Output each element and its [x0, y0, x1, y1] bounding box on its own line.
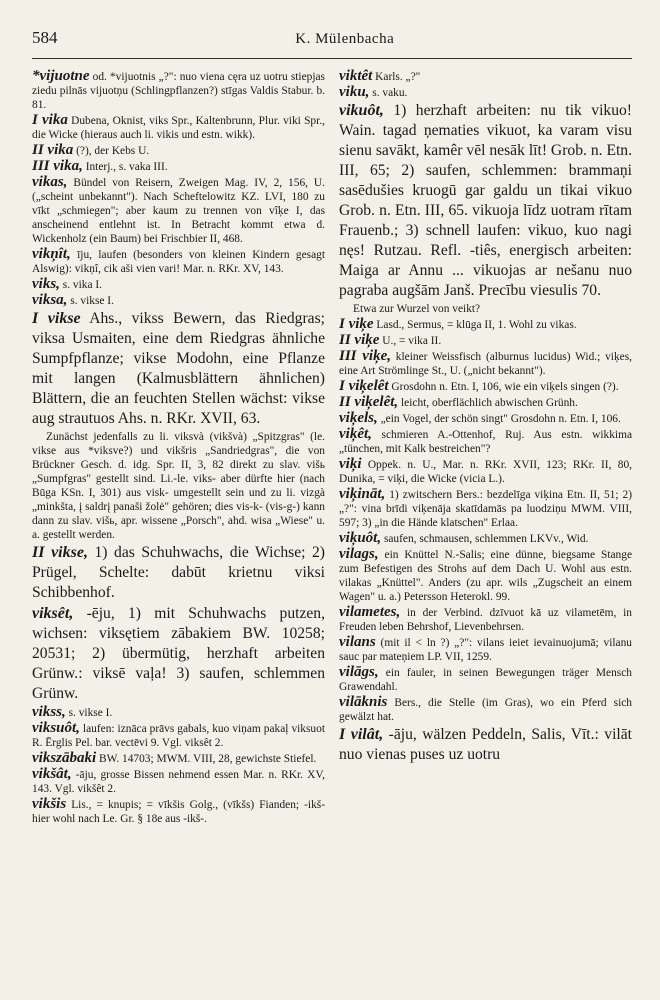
entry-text: Lasd., Sermus, = klūga II, 1. Wohl zu vikas. — [373, 319, 577, 331]
right-column — [339, 69, 632, 995]
entry-text: -ēju, 1) mit Schuhwachs putzen, wichsen: viksętiem zābakiem BW. 10258; 20531; 2) übermütig, herzhaft arbeiten Grünw.: viksē vaļa! 3) saufen, schlemmen Grünw. — [32, 605, 325, 702]
entry-headword: viku, — [339, 84, 370, 100]
dictionary-entry — [32, 705, 325, 720]
entry-text: (mit il < ln ?) „?": vilans ieiet ievainuojumā; vilanu sauc par mateņiem LP. VII, 1259. — [339, 637, 632, 663]
dictionary-entry — [32, 293, 325, 308]
entry-text: Ahs., vikss Bewern, das Riedgras; viksa Usmaiten, eine dem Riedgras ähnliche Sumpfpflanze; vikse Modohn, eine Pflanze mit langen (Kalmusblättern ähnlichen) Blättern, die an feuchten Stellen wächst: vikse aug strautuos Ahs. n. RKr. XVII, 63. — [32, 310, 325, 427]
dictionary-entry — [339, 665, 632, 694]
entry-text: s. vikse I. — [65, 707, 113, 719]
dictionary-entry — [339, 531, 632, 546]
left-column — [32, 69, 325, 995]
entry-headword: III vika, — [32, 158, 83, 174]
dictionary-entry — [32, 175, 325, 246]
dictionary-entry — [339, 317, 632, 332]
entry-headword: vikņît, — [32, 246, 71, 262]
entry-text: laufen: iznāca prāvs gabals, kuo viņam pakaļ viksuot R. Ērglis Pel. bar. vectēvi 9. Vgl. viksêt 2. — [32, 723, 325, 749]
dictionary-entry — [339, 427, 632, 456]
dictionary-entry — [339, 69, 632, 84]
dictionary-entry — [339, 695, 632, 724]
entry-headword: vilans — [339, 634, 376, 650]
entry-text: „ein Vogel, der schön singt" Grosdohn n. Etn. I, 106. — [377, 413, 621, 425]
entry-text: Lis., = knupis; = vīkšis Golg., (vīkšs) Fianden; -ikš- hier wohl nach Le. Gr. § 18e aus -ikš-. — [32, 799, 325, 825]
dictionary-entry — [32, 69, 325, 112]
entry-headword: III viķe, — [339, 348, 391, 364]
dictionary-entry — [339, 302, 632, 316]
entry-headword: vikss, — [32, 704, 66, 720]
entry-text: 1) zwitschern Bers.: bezdelīga viķina Etn. II, 51; 2) „?": vina brīdi viķenāja skatīdamās pa luodziņu MWM. VIII, 597; 3) „in die Hände klatschen" Erlaa. — [339, 489, 632, 529]
entry-text: in der Verbind. dzīvuot kā uz vilametēm, in Freuden leben Behrshof, Lievenbehrsen. — [339, 607, 632, 633]
entry-text: saufen, schmausen, schlemmen LKVv., Wid. — [381, 533, 589, 545]
entry-headword: I vika — [32, 112, 68, 128]
entry-text: Dubena, Oknist, viks Spr., Kaltenbrunn, Plur. viki Spr., die Wicke (hieraus auch li. vikis und estn. wikk). — [32, 115, 325, 141]
entry-text: īju, laufen (besonders von kleinen Kindern gesagt Alswig): vikņî, cik aši vien vari! Mar. n. RKr. XV, 143. — [32, 249, 325, 275]
entry-text: ein fauler, in seinen Bewegungen träger Mensch Grawendahl. — [339, 667, 632, 693]
dictionary-entry — [339, 333, 632, 348]
entry-headword: II vika — [32, 142, 74, 158]
dictionary-entry — [32, 767, 325, 796]
entry-headword: vilametes, — [339, 604, 401, 620]
dictionary-entry — [32, 247, 325, 276]
entry-text: U., = vika II. — [379, 335, 442, 347]
entry-headword: vikszābaki — [32, 750, 97, 766]
entry-text: Bündel von Reisern, Zweigen Mag. IV, 2, 156, U. („scheint unbekannt"). Nach Scheftelowitz KZ. LVI, 180 zu vīkt „schmiegen"; aber kaum zu trennen von vîķe I, das anscheinend entlehnt ist. In Betracht kommt etwa d. Wickenholz (ein Baum) bei Frischbier II, 468. — [32, 177, 325, 245]
entry-headword: viksêt, — [32, 605, 74, 622]
dictionary-entry — [339, 635, 632, 664]
entry-headword: vikas, — [32, 174, 68, 190]
dictionary-entry — [32, 604, 325, 704]
page-header — [32, 28, 632, 59]
dictionary-entry — [32, 797, 325, 826]
entry-headword: II vikse, — [32, 544, 88, 561]
entry-headword: I vilât, — [339, 726, 384, 743]
entry-text: -āju, wälzen Peddeln, Salis, Vīt.: vilāt nuo vienas puses uz uotru — [339, 726, 632, 763]
dictionary-entry — [339, 395, 632, 410]
dictionary-entry — [339, 101, 632, 301]
entry-text: (?), der Kebs U. — [73, 145, 150, 157]
entry-headword: vikšis — [32, 796, 67, 812]
dictionary-entry — [339, 379, 632, 394]
dictionary-entry — [339, 725, 632, 765]
dictionary-entry — [32, 159, 325, 174]
entry-headword: viktêt — [339, 69, 373, 84]
entry-headword: I vikse — [32, 310, 81, 327]
dictionary-entry — [32, 309, 325, 429]
dictionary-entry — [32, 543, 325, 603]
entry-text: leicht, oberflächlich abwischen Grünh. — [398, 397, 578, 409]
entry-headword: viķuôt, — [339, 530, 382, 546]
entry-text: 1) das Schuhwachs, die Wichse; 2) Prügel, Schelte: dabūt krietnu viksi Schibbenhof. — [32, 544, 325, 601]
entry-text: Bers., die Stelle (im Gras), wo ein Pferd sich gewälzt hat. — [339, 697, 632, 723]
entry-text: Oppek. n. U., Mar. n. RKr. XVII, 123; RKr. II, 80, Dunika, = viķi, die Wicke (vicia L.). — [339, 459, 632, 485]
entry-headword: viķêt, — [339, 426, 372, 442]
entry-text: s. vika I. — [59, 279, 102, 291]
entry-text: s. vikse I. — [67, 295, 114, 307]
dictionary-entry — [339, 605, 632, 634]
entry-headword: viksa, — [32, 292, 68, 308]
dictionary-entry — [339, 85, 632, 100]
entry-headword: II viķe — [339, 332, 380, 348]
entry-headword: viķi — [339, 456, 362, 472]
entry-headword: vikšât, — [32, 766, 72, 782]
entry-text: -āju, grosse Bissen nehmend essen Mar. n. RKr. XV, 143. Vgl. vikšêt 2. — [32, 769, 325, 795]
dictionary-entry — [32, 721, 325, 750]
entry-headword: viks, — [32, 276, 60, 292]
entry-headword: II viķelêt, — [339, 394, 399, 410]
entry-headword: I viķe — [339, 316, 374, 332]
entry-headword: *vijuotne — [32, 69, 90, 84]
dictionary-entry — [32, 430, 325, 542]
entry-headword: vilāknis — [339, 694, 388, 710]
entry-headword: vilāgs, — [339, 664, 379, 680]
entry-headword: vikuôt, — [339, 102, 384, 119]
entry-text: Zunächst jedenfalls zu li. viksvà (vikšvà) „Spitzgras" (le. vikse aus *viksve?) und vikšris „Sandriedgras", die von Brückner Gesch. d. idg. Spr. II, 3, 82 direkt zu slav. višь „Sumpfgras" gestellt sind. Li.-le. viks- aber dürfte hier (nach Būga KSn. I, 301) aus visk- umgestellt sein und zu li. vizgà „minkšta, į saldrį panaši žolė" gehören; dies vis-k- (vis-g-) kann dann zu slav. višь, apr. wissene „Porsch", ahd. wisa „Wiese" u. a. gestellt werden. — [32, 431, 325, 541]
entry-text: Grosdohn n. Etn. I, 106, wie ein viķels singen (?). — [388, 381, 619, 393]
entry-text: s. vaku. — [369, 87, 408, 99]
entry-headword: I viķelêt — [339, 378, 389, 394]
entry-text: Etwa zur Wurzel von veikt? — [353, 303, 481, 315]
entry-text: Interj., s. vaka III. — [82, 161, 168, 173]
dictionary-entry — [339, 547, 632, 604]
entry-text: Karls. „?" — [372, 71, 421, 83]
dictionary-entry — [32, 751, 325, 766]
entry-text: kleiner Weissfisch (alburnus lucidus) Wid.; viķes, eine Art Strömlinge St., U. („nicht bekannt"). — [339, 351, 632, 377]
entry-headword: viksuôt, — [32, 720, 80, 736]
dictionary-entry — [339, 411, 632, 426]
dictionary-entry — [32, 277, 325, 292]
entry-text: ein Knüttel N.-Salis; eine dünne, biegsame Stange zum Befestigen des Strohs auf dem Dach U. Wohl aus estn. vilakas „Knüttel". Anders (zu apr. wils „Zugscheit an einem Wagen" u. a.) Petersson Heterokl. 99. — [339, 549, 632, 603]
dictionary-entry — [339, 487, 632, 530]
dictionary-entry — [339, 349, 632, 378]
dictionary-entry — [339, 457, 632, 486]
dictionary-entry — [32, 113, 325, 142]
entry-headword: vilags, — [339, 546, 379, 562]
page-number: 584 — [32, 28, 58, 47]
text-columns — [32, 69, 632, 995]
entry-text: 1) herzhaft arbeiten: nu tik vikuo! Wain. tagad ņematies vikuot, ka varam visu sienu savākt, kamêr vēl nesāk līt! Grob. n. Etn. III, 65; 2) saufen, schlemmen: brammaņi sasēdušies kruogū gar galdu un tikai vikuo Grob. n. Etn. III, 65. vikuoja līdz uotram rītam Frauenb.; 3) schnell laufen: vikuo, kuo nagi nęs! Rutzau. Refl. -tiês, energisch arbeiten: Maiga ar Annu ... vikuojas ar nešanu nuo pagraba augšām Janš. Precību viesulis 70. — [339, 102, 632, 299]
entry-text: schmieren A.-Ottenhof, Ruj. Aus estn. wikkima „tünchen, mit Kalk bestreichen"? — [339, 429, 632, 455]
entry-text: BW. 14703; MWM. VIII, 28, gewichste Stiefel. — [96, 753, 317, 765]
dictionary-entry — [32, 143, 325, 158]
entry-headword: viķels, — [339, 410, 378, 426]
running-head: K. Mülenbacha — [295, 31, 395, 47]
entry-text: od. *vijuotnis „?": nuo viena cęra uz uotru stiepjas ziedu pilnās vijuotņu (Schlingpflanzen?) stīgas Valdis Stabur. b. 81. — [32, 71, 325, 111]
entry-headword: viķināt, — [339, 486, 386, 502]
